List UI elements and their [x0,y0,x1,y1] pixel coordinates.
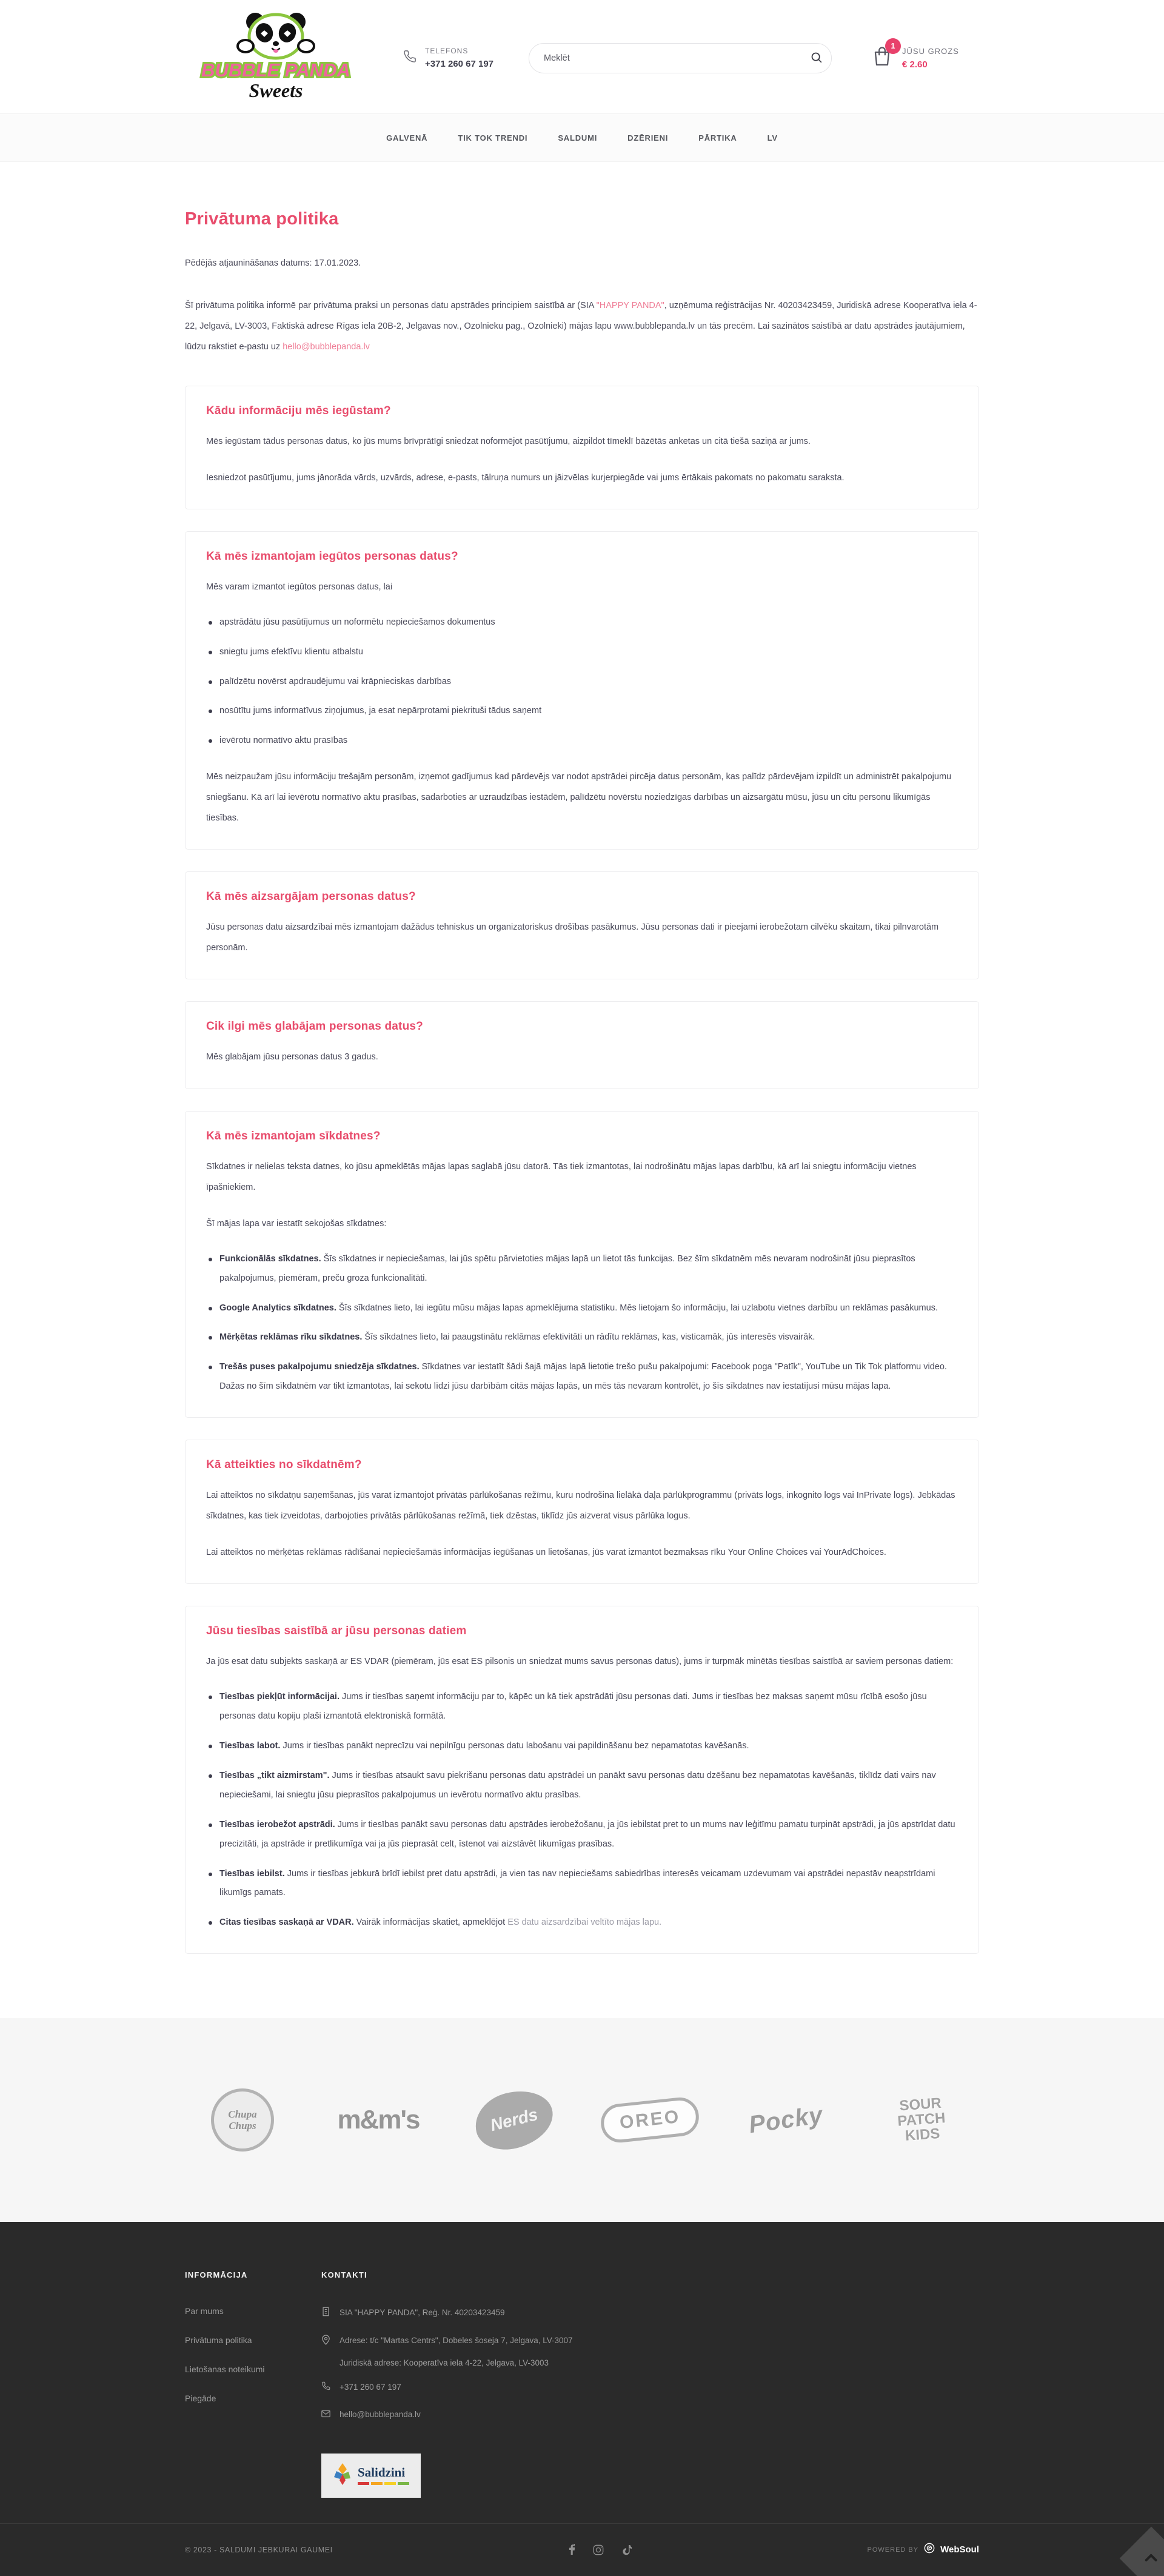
card-what-info [185,386,979,509]
card-heading: Kādu informāciju mēs iegūstam? [206,404,391,417]
header-phone-block [403,47,493,69]
websoul-spiral-icon [924,2543,935,2557]
card-heading: Kā atteikties no sīkdatnēm? [206,1458,362,1472]
contact-phone-row[interactable]: +371 260 67 197 [321,2381,573,2395]
brand-logo-sour-patch: SOUR PATCH KIDS [897,2095,946,2145]
list-item: Tiesības ierobežot apstrādi. Jums ir tiesības panākt savu personas datu apstrādes ierobežošanu, ja jūs iebilstat pret to un mums nav leģitīmu pamatu turpināt apstrādi, ja jūs apstrīdat datu precizitāti, ja apstrāde ir pretlikumīga vai ja jūs pieprasāt celt, īstenot vai aizstāvēt likumīgas prasības. [206,1816,958,1854]
footer-info-heading: INFORMĀCIJA [185,2270,248,2280]
brand-logo-oreo: OREO [592,2081,707,2159]
list-item: Trešās puses pakalpojumu sniedzēja sīkdatnes. Sīkdatnes var iestatīt šādi šajā mājas lapā lietotie trešo pušu pakalpojumi: Facebook poga "Patīk", YouTube un Tik Tok platformu video. Dažas no šīm sīkdatnēm var tikt izmantotas, lai sekotu līdzi jūsu darbībām citās mājas lapās, un mēs tās nevaram kontrolēt, jo šīs sīkdatnes nav iestatījusi mūsu mājas lapa. [206,1358,958,1397]
card-paragraph: Sīkdatnes ir nelielas teksta datnes, ko jūsu apmeklētās mājas lapas saglabā jūsu datorā. Tās tiek izmantotas, lai nodrošinātu mājas lapas darbību, kā arī lai sniegtu informāciju vietnes īpašniekiem. [206,1161,917,1192]
nav-item-dzerieni[interactable]: DZĒRIENI [627,133,669,143]
envelope-icon [321,2409,331,2422]
card-heading: Kā mēs izmantojam sīkdatnes? [206,1129,381,1142]
search-icon [810,56,823,65]
powered-by-block[interactable] [868,2543,979,2557]
nav-item-galvena[interactable]: GALVENĀ [386,133,428,143]
contact-email-row[interactable]: hello@bubblepanda.lv [321,2408,573,2422]
list-item: Google Analytics sīkdatnes. Šīs sīkdatnes lieto, lai iegūtu mūsu mājas lapas apmeklējuma statistiku. Mēs lietojam šo informāciju, lai uzlabotu vietnes darbību un reklāmas pasākumus. [206,1299,958,1318]
social-links [568,2544,632,2555]
salidzini-lv-badge[interactable] [321,2454,421,2498]
tiktok-icon[interactable] [622,2544,632,2555]
main-navigation [0,113,1164,162]
card-paragraph: Ja jūs esat datu subjekts saskaņā ar ES VDAR (piemēram, jūs esat ES pilsonis un sniedzat mums savus personas datus), jums ir turpmāk minētās tiesības saistībā ar saviem personas datiem: [206,1657,954,1667]
shopping-bag-icon [872,59,892,70]
brand-logo-strip [0,2018,1164,2222]
list-item: apstrādātu jūsu pasūtījumus un noformētu nepieciešamos dokumentus [206,613,958,632]
main-content [0,162,1164,2018]
search-button[interactable] [804,46,828,70]
footer-info-column [185,2270,321,2497]
cart-total: € 2.60 [902,59,928,70]
facebook-icon[interactable] [568,2544,575,2555]
card-paragraph: Šī mājas lapa var iestatīt sekojošas sīkdatnes: [206,1218,387,1229]
phone-label: TELEFONS [425,47,469,55]
list-item: ievērotu normatīvo aktu prasības [206,731,958,751]
card-paragraph: Lai atteiktos no sīkdatņu saņemšanas, jūs varat izmantojot privātās pārlūkošanas režīmu, kuru nodrošina lielākā daļa pārlūkprogrammu (privāts logs, inkognito logs vai InPrivate logs). Jebkādas sīkdatnes, kas tiek izveidotas, darbojoties privātās pārlūkošanas režīmā, tiek dzēstas, tiklīdz jūs aizverat visus pārlūka logus. [206,1491,955,1521]
list-item: Citas tiesības saskaņā ar VDAR. Vairāk informācijas skatiet, apmeklējot ES datu aizsardzībai veltīto mājas lapu. [206,1913,958,1933]
card-data-protection [185,871,979,979]
nav-item-tiktok-trendi[interactable]: TIK TOK TRENDI [458,133,528,143]
footer-link-privatuma-politika[interactable]: Privātuma politika [185,2335,252,2346]
contact-legal-address: Juridiskā adrese: Kooperatīva iela 4-22, Jelgava, LV-3003 [340,2358,549,2368]
card-paragraph: Mēs iegūstam tādus personas datus, ko jūs mums brīvprātīgi sniedzat noformējot pasūtījumu, aizpildot tīmeklī bāzētās anketas un citā tiešā saziņā ar jums. [206,436,811,446]
logo-wordmark: BUBBLE PANDA [201,59,350,81]
site-footer [0,2222,1164,2575]
search-input[interactable] [529,43,832,73]
card-heading: Jūsu tiesības saistībā ar jūsu personas datiem [206,1625,467,1638]
footer-link-par-mums[interactable]: Par mums [185,2306,224,2316]
rights-bullet-list [206,1688,958,1933]
usage-bullet-list [206,613,958,751]
list-item: palīdzētu novērst apdraudējumu vai krāpnieciskas darbības [206,673,958,692]
list-item: nosūtītu jums informatīvus ziņojumus, ja esat nepārprotami piekrituši tādus saņemt [206,702,958,721]
salidzini-pinwheel-icon [332,2462,353,2489]
phone-number[interactable]: +371 260 67 197 [425,59,494,69]
logo-subtitle: Sweets [249,79,303,101]
card-paragraph: Mēs glabājam jūsu personas datus 3 gadus. [206,1052,378,1062]
card-paragraph: Lai atteiktos no mērķētas reklāmas rādīšanai nepieciešamās informācijas iegūšanas un lietošanas, jūs varat izmantot bezmaksas rīku Your Online Choices vai YourAdChoices. [206,1548,886,1558]
list-item: Tiesības labot. Jums ir tiesības panākt neprecīzu vai nepilnīgu personas datu labošanu vai papildināšanu bez nepamatotas kavēšanās. [206,1737,958,1756]
gdpr-page-link[interactable]: ES datu aizsardzībai veltīto mājas lapu. [507,1917,662,1928]
footer-link-piegade[interactable]: Piegāde [185,2393,216,2404]
company-link[interactable]: "HAPPY PANDA" [596,301,664,311]
card-heading: Kā mēs izmantojam iegūtos personas datus? [206,549,458,563]
websoul-wordmark: WebSoul [940,2544,979,2555]
footer-contacts-heading: KONTAKTI [321,2270,367,2280]
instagram-icon[interactable] [593,2544,604,2555]
intro-paragraph: Šī privātuma politika informē par privātuma praksi un personas datu apstrādes principiem saistībā ar (SIA "HAPPY PANDA", uzņēmuma reģistrācijas Nr. 40203423459, Juridiskā adrese Kooperatīva iela 4-22, Jelgavā, LV-3003, Faktiskā adrese Rīgas iela 20B-2, Jelgavas nov., Ozolnieku pag., Ozolnieki) mājas lapu www.bubblepanda.lv un tās precēm. Lai sazinātos saistībā ar datu apstrādes jautājumiem, lūdzu rakstiet e-pastu uz hello@bubblepanda.lv [185,301,977,352]
site-header [0,0,1164,113]
contact-company-row: SIA "HAPPY PANDA", Reģ. Nr. 40203423459 [321,2306,573,2321]
card-data-usage [185,531,979,850]
phone-icon [321,2381,331,2395]
list-item: sniegtu jums efektīvu klientu atbalstu [206,643,958,662]
site-logo[interactable] [185,8,367,107]
footer-contacts-column [321,2270,573,2497]
brand-logo-pocky: Pocky [747,2101,824,2139]
last-updated: Pēdējās atjaunināšanas datums: 17.01.2023. [185,258,361,268]
salidzini-wordmark: Salidzini [358,2465,406,2480]
list-item: Tiesības „tikt aizmirstam". Jums ir tiesības atsaukt savu piekrišanu personas datu apstrādei un panākt savu personas datu dzēšanu bez nepamatotas kavēšanās, tiklīdz dati vairs nav nepieciešami, lai sniegtu jūsu pieprasītos pakalpojumus un ievērotu normatīvo aktu prasības. [206,1766,958,1805]
nav-item-partika[interactable]: PĀRTIKA [698,133,737,143]
card-cookies [185,1111,979,1418]
brand-logo-nerds: Nerds [457,2081,572,2159]
chevron-up-icon [1145,2553,1157,2563]
brand-logo-mms: m&m's [337,2105,420,2135]
cart-count-badge: 1 [885,38,901,54]
card-paragraph: Mēs varam izmantot iegūtos personas datus, lai [206,582,393,592]
card-paragraph: Mēs neizpaužam jūsu informāciju trešajām personām, izņemot gadījumus kad pārdevējs var nodot apstrādei pircēja datus personām, kas palīdz pārdevējam izpildīt un administrēt pakalpojumu sniegšanu. Kā arī lai ievērotu normatīvo aktu prasības, sadarboties ar uzraudzības iestādēm, palīdzētu novērstu noziedzīgas darbības un aizsargātu mūsu, jūsu un citu personu likumīgās tiesības. [206,772,952,823]
cart-label: JŪSU GROZS [902,46,959,56]
phone-icon [403,50,416,66]
card-paragraph: Jūsu personas datu aizsardzībai mēs izmantojam dažādus tehniskus un organizatoriskus drošības pasākumus. Jūsu personas dati ir pieejami ierobežotam cilvēku skaitam, tikai pilnvarotām personām. [206,922,939,953]
list-item: Tiesības iebilst. Jums ir tiesības jebkurā brīdī iebilst pret datu apstrādi, ja vien tas nav nepieciešams sabiedrības interesēs veicamam uzdevumam vai apstrādei nepastāv neapstrīdami likumīgs pamats. [206,1865,958,1903]
email-link[interactable]: hello@bubblepanda.lv [283,342,370,352]
powered-by-label: POWERED BY [867,2546,919,2554]
cookies-bullet-list [206,1250,958,1397]
card-data-retention [185,1001,979,1088]
footer-link-lietosanas-noteikumi[interactable]: Lietošanas noteikumi [185,2364,265,2375]
bubble-panda-logo-graphic [185,8,367,104]
card-your-rights [185,1606,979,1954]
card-paragraph: Iesniedzot pasūtījumu, jums jānorāda vārds, uzvārds, adrese, e-pasts, tālruņa numurs un jāizvēlas kurjerpiegāde vai jums ērtākais pakomats no pakomatu saraksta. [206,472,845,483]
nav-item-saldumi[interactable]: SALDUMI [558,133,598,143]
nav-item-language[interactable]: LV [767,133,778,143]
list-item: Funkcionālās sīkdatnes. Šīs sīkdatnes ir nepieciešamas, lai jūs spētu pārvietoties mājas lapā un lietot tās funkcijas. Bez šīm sīkdatnēm mēs nevaram nodrošināt jūsu pieprasītos pakalpojumus, piemēram, preču groza funkcionalitāti. [206,1250,958,1289]
map-pin-icon [321,2335,331,2349]
brand-logo-chupa-chups: Chupa Chups [185,2081,300,2159]
search-bar [529,43,832,73]
card-heading: Kā mēs aizsargājam personas datus? [206,890,416,904]
copyright-text: © 2023 - SALDUMI JEBKURAI GAUMEI [185,2545,333,2554]
contact-address-row: Adrese: t/c "Martas Centrs", Dobeles šoseja 7, Jelgava, LV-3007 [321,2334,573,2349]
building-icon [321,2307,331,2321]
card-heading: Cik ilgi mēs glabājam personas datus? [206,1020,423,1033]
cart-widget[interactable] [872,42,959,70]
card-cookie-optout [185,1440,979,1584]
page-title: Privātuma politika [185,209,339,229]
list-item: Mērķētas reklāmas rīku sīkdatnes. Šīs sīkdatnes lieto, lai paaugstinātu reklāmas efektivitāti un rādītu reklāmas, kas, visticamāk, jūs interesēs visvairāk. [206,1328,958,1347]
list-item: Tiesības piekļūt informācijai. Jums ir tiesības saņemt informāciju par to, kāpēc un kā tiek apstrādāti jūsu personas dati. Jums ir tiesības bez maksas saņemt mūsu rīcībā esošo jūsu personas datu kopiju plaši izmantotā elektroniskā formātā. [206,1688,958,1726]
